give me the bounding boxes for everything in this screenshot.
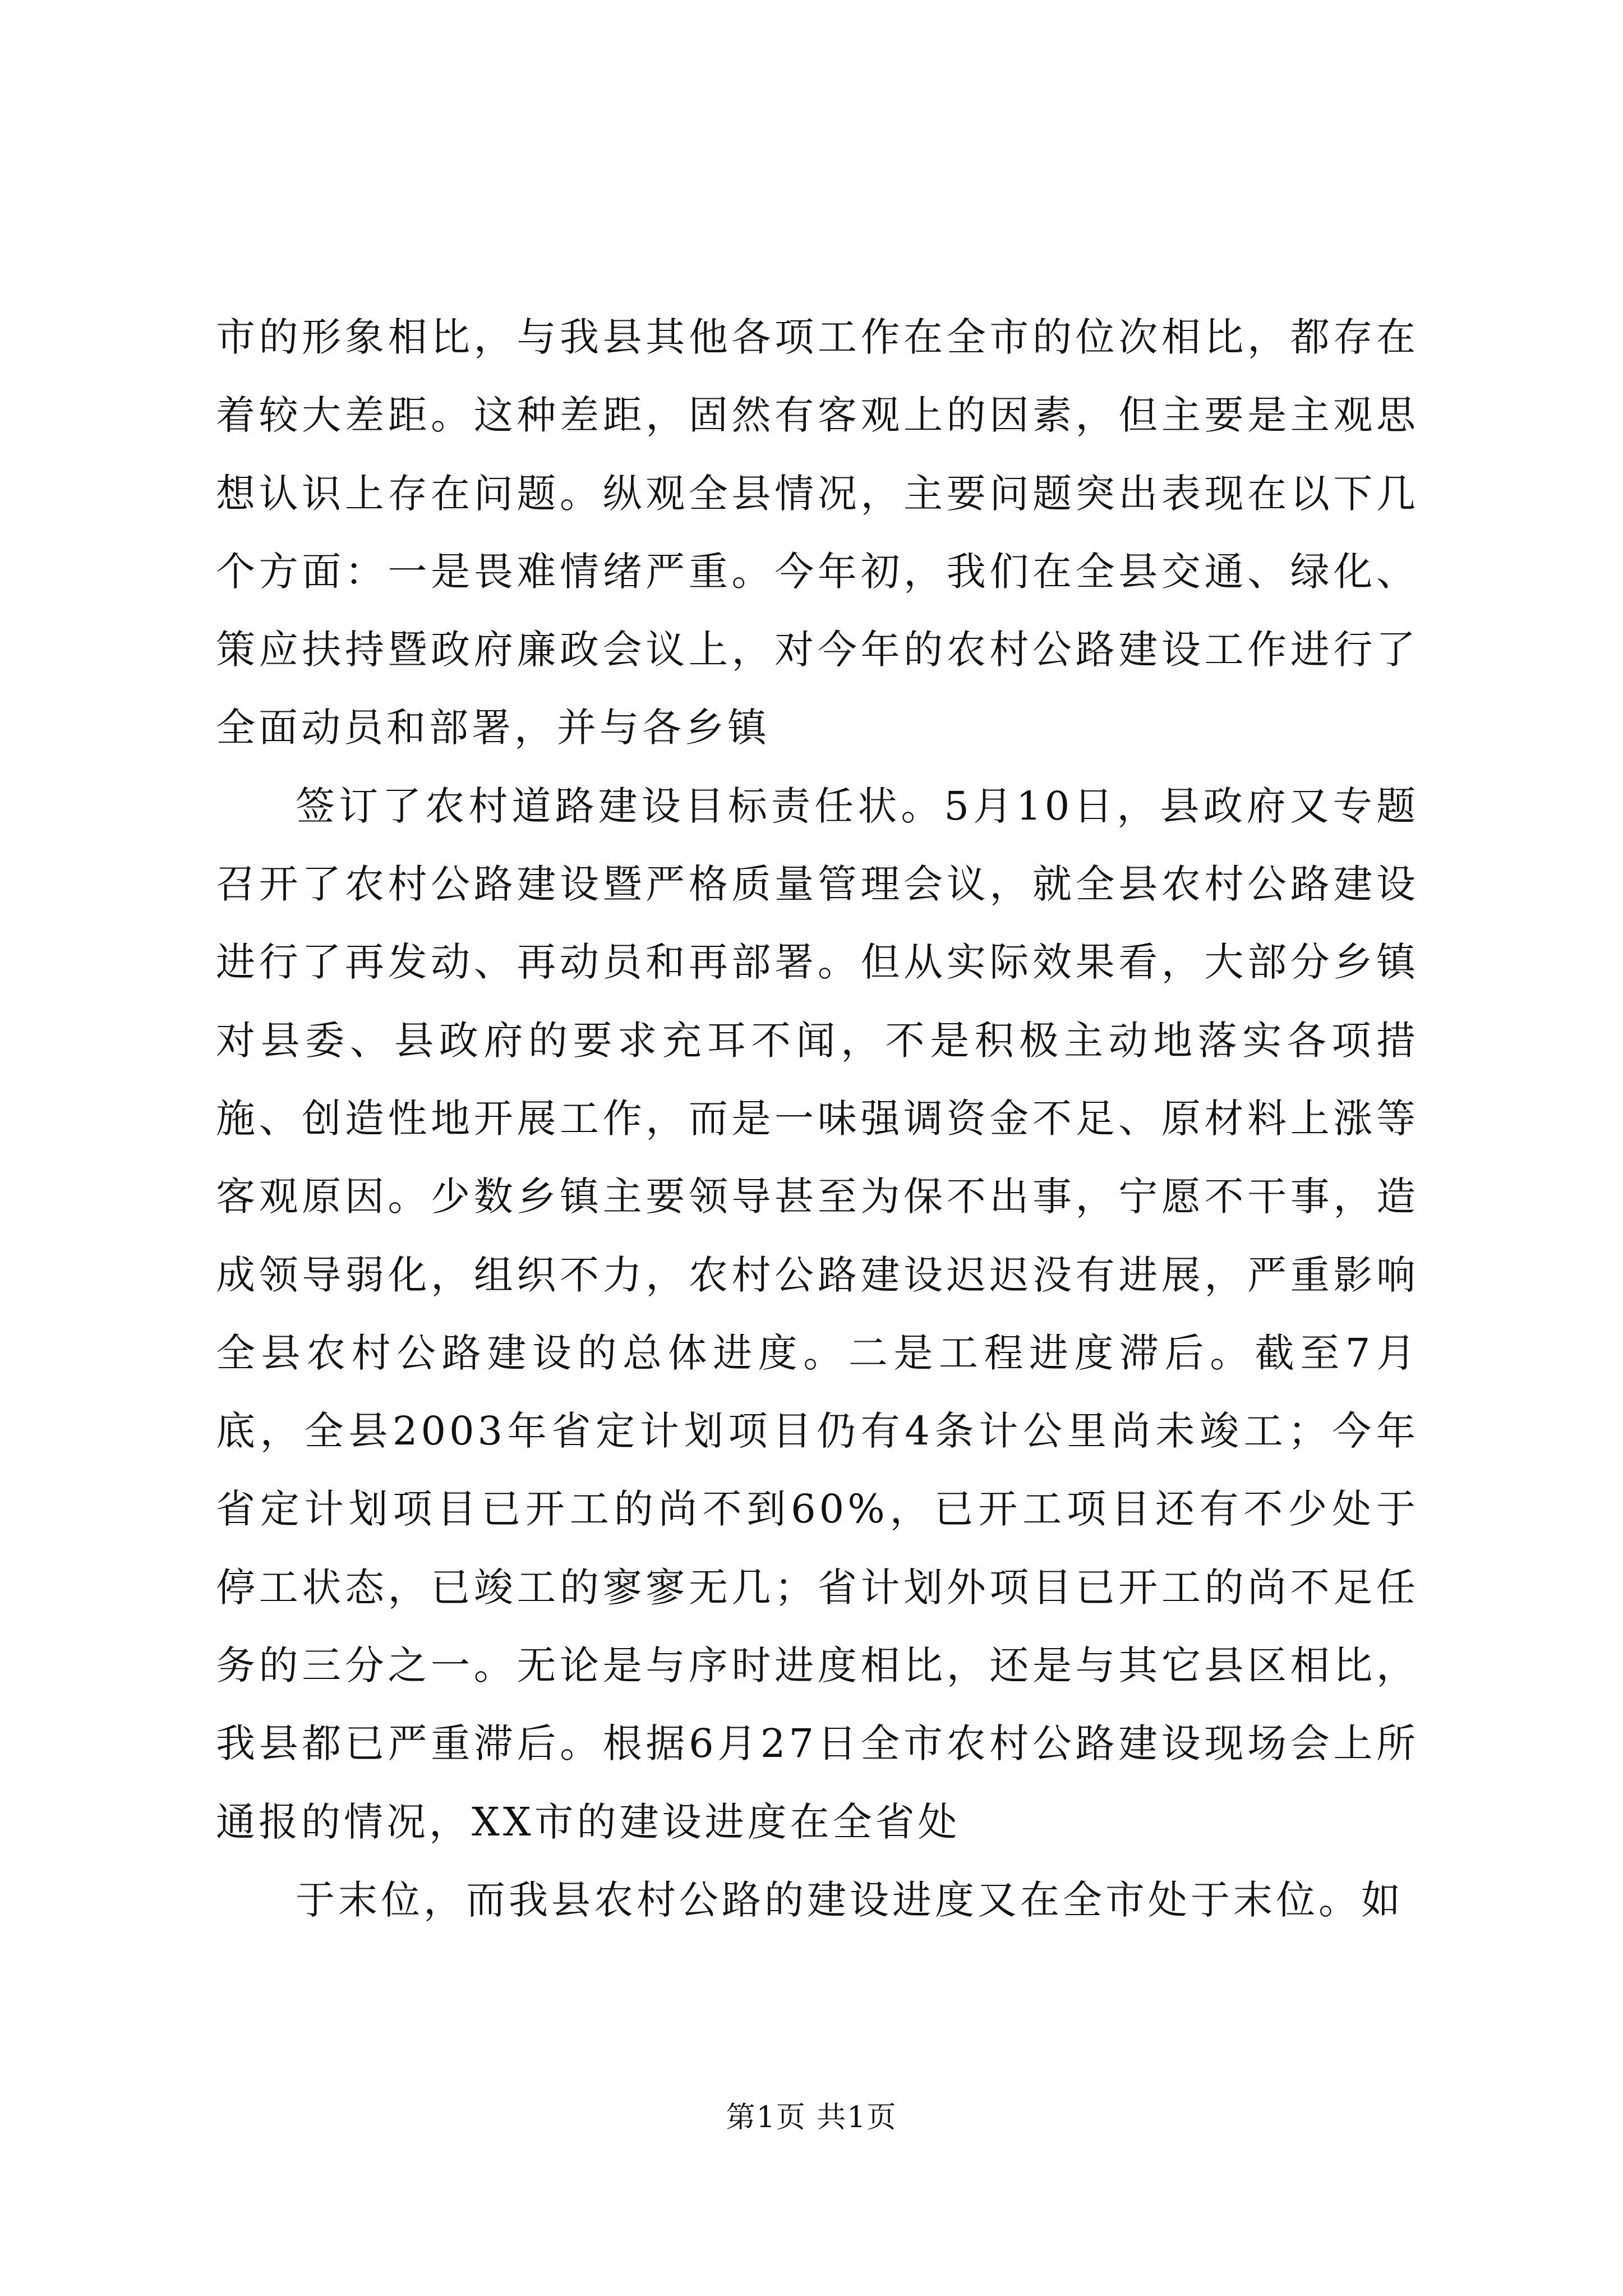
- page-footer: 第1页 共1页: [726, 2101, 897, 2134]
- paragraph-1: 市的形象相比，与我县其他各项工作在全市的位次相比，都存在着较大差距。这种差距，固然有客观上的因素，但主要是主观思想认识上存在问题。纵观全县情况，主要问题突出表现在以下几个方面：一是畏难情绪严重。今年初，我们在全县交通、绿化、策应扶持暨政府廉政会议上，对今年的农村公路建设工作进行了全面动员和部署，并与各乡镇: [216, 314, 1419, 751]
- paragraph-2: 签订了农村道路建设目标责任状。5月10日，县政府又专题召开了农村公路建设暨严格质量管理会议，就全县农村公路建设进行了再发动、再动员和再部署。但从实际效果看，大部分乡镇对县委、县政府的要求充耳不闻，不是积极主动地落实各项措施、创造性地开展工作，而是一味强调资金不足、原材料上涨等客观原因。少数乡镇主要领导甚至为保不出事，宁愿不干事，造成领导弱化，组织不力，农村公路建设迟迟没有进展，严重影响全县农村公路建设的总体进度。二是工程进度滞后。截至7月底，全县2003年省定计划项目仍有4条计公里尚未竣工；今年省定计划项目已开工的尚不到60%，已开工项目还有不少处于停工状态，已竣工的寥寥无几；省计划外项目已开工的尚不足任务的三分之一。无论是与序时进度相比，还是与其它县区相比，我县都已严重滞后。根据6月27日全市农村公路建设现场会上所通报的情况，XX市的建设进度在全省处: [216, 783, 1419, 1845]
- paragraph-3: 于末位，而我县农村公路的建设进度又在全市处于末位。如: [296, 1876, 1404, 1923]
- document-body: [216, 298, 1419, 1939]
